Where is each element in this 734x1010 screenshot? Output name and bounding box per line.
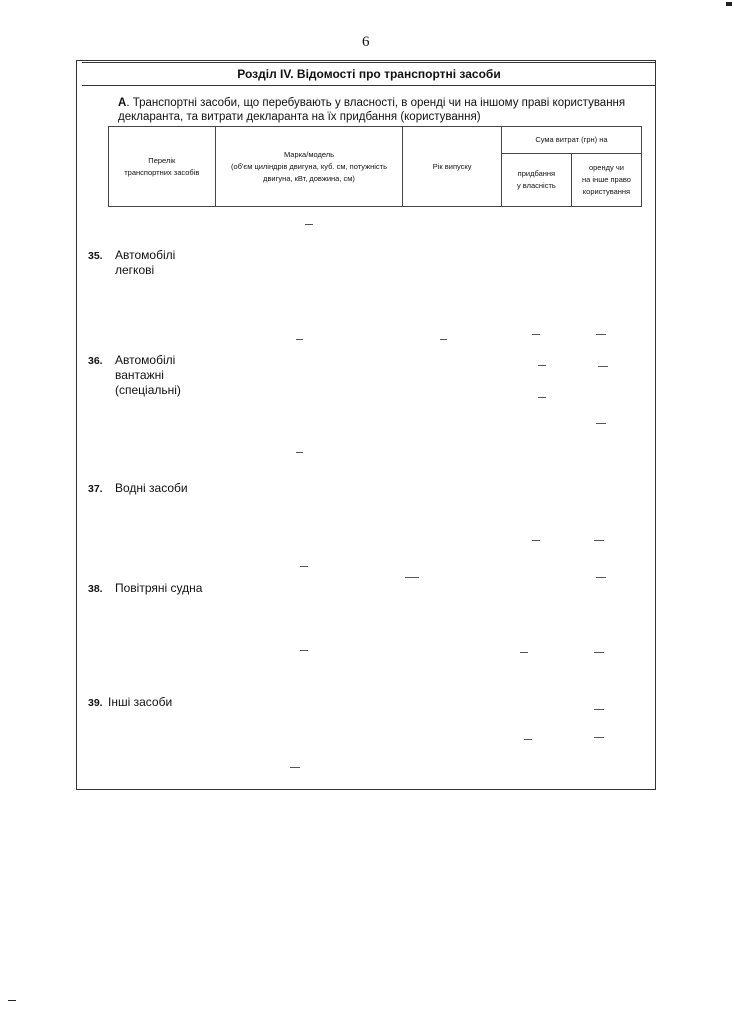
row-label-cars: Автомобілі легкові	[115, 248, 176, 277]
header-purchase: придбання у власність	[501, 154, 571, 207]
row-number: 38.	[88, 583, 103, 595]
scan-speck	[596, 577, 606, 578]
header-vehicle-list: Перелік транспортних засобів	[109, 127, 216, 207]
scan-speck	[524, 739, 532, 740]
scan-speck	[598, 366, 608, 367]
scan-speck	[594, 737, 604, 738]
header-expenses: Сума витрат (грн) на	[501, 127, 641, 154]
scan-speck	[290, 767, 300, 768]
scan-speck	[532, 540, 540, 541]
header-rent: оренду чи на інше право користування	[571, 154, 641, 207]
scan-speck	[532, 334, 540, 335]
scan-speck	[594, 540, 604, 541]
row-label-aircraft: Повітряні судна	[115, 581, 203, 595]
row-number: 35.	[88, 250, 103, 262]
row-label-other: Інші засоби	[108, 695, 173, 709]
scan-speck	[305, 224, 313, 225]
subsection-text: . Транспортні засоби, що перебувають у власності, в оренді чи на іншому праві користування декларанта, та витрати декларанта на їх придбання (користування)	[118, 97, 626, 123]
scan-speck	[538, 365, 546, 366]
subsection-letter: А	[118, 97, 127, 109]
scan-speck	[296, 452, 303, 453]
row-number: 39.	[88, 697, 103, 709]
scan-speck	[520, 652, 528, 653]
header-year: Рік випуску	[403, 127, 501, 207]
scan-speck	[440, 339, 447, 340]
scan-speck	[594, 709, 604, 710]
row-number: 37.	[88, 483, 103, 495]
scan-speck	[596, 334, 606, 335]
page-number: 6	[362, 34, 370, 50]
row-number: 36.	[88, 355, 103, 367]
scan-edge-mark	[726, 2, 732, 6]
vehicle-table-header	[108, 126, 642, 207]
scan-edge-mark	[8, 1000, 16, 1001]
row-label-trucks: Автомобілі вантажні (спеціальні)	[115, 353, 181, 397]
header-brand-model: Марка/модель (об'єм циліндрів двигуна, куб. см, потужність двигуна, кВт, довжина, см)	[215, 127, 403, 207]
scan-speck	[300, 650, 308, 651]
scan-speck	[296, 339, 303, 340]
scan-speck	[538, 397, 546, 398]
scan-speck	[405, 577, 419, 578]
scan-speck	[594, 652, 604, 653]
section-title: Розділ IV. Відомості про транспортні засоби	[82, 62, 656, 86]
subsection-intro	[118, 96, 648, 124]
scan-speck	[596, 423, 606, 424]
row-label-water: Водні засоби	[115, 481, 188, 495]
scan-speck	[300, 566, 308, 567]
